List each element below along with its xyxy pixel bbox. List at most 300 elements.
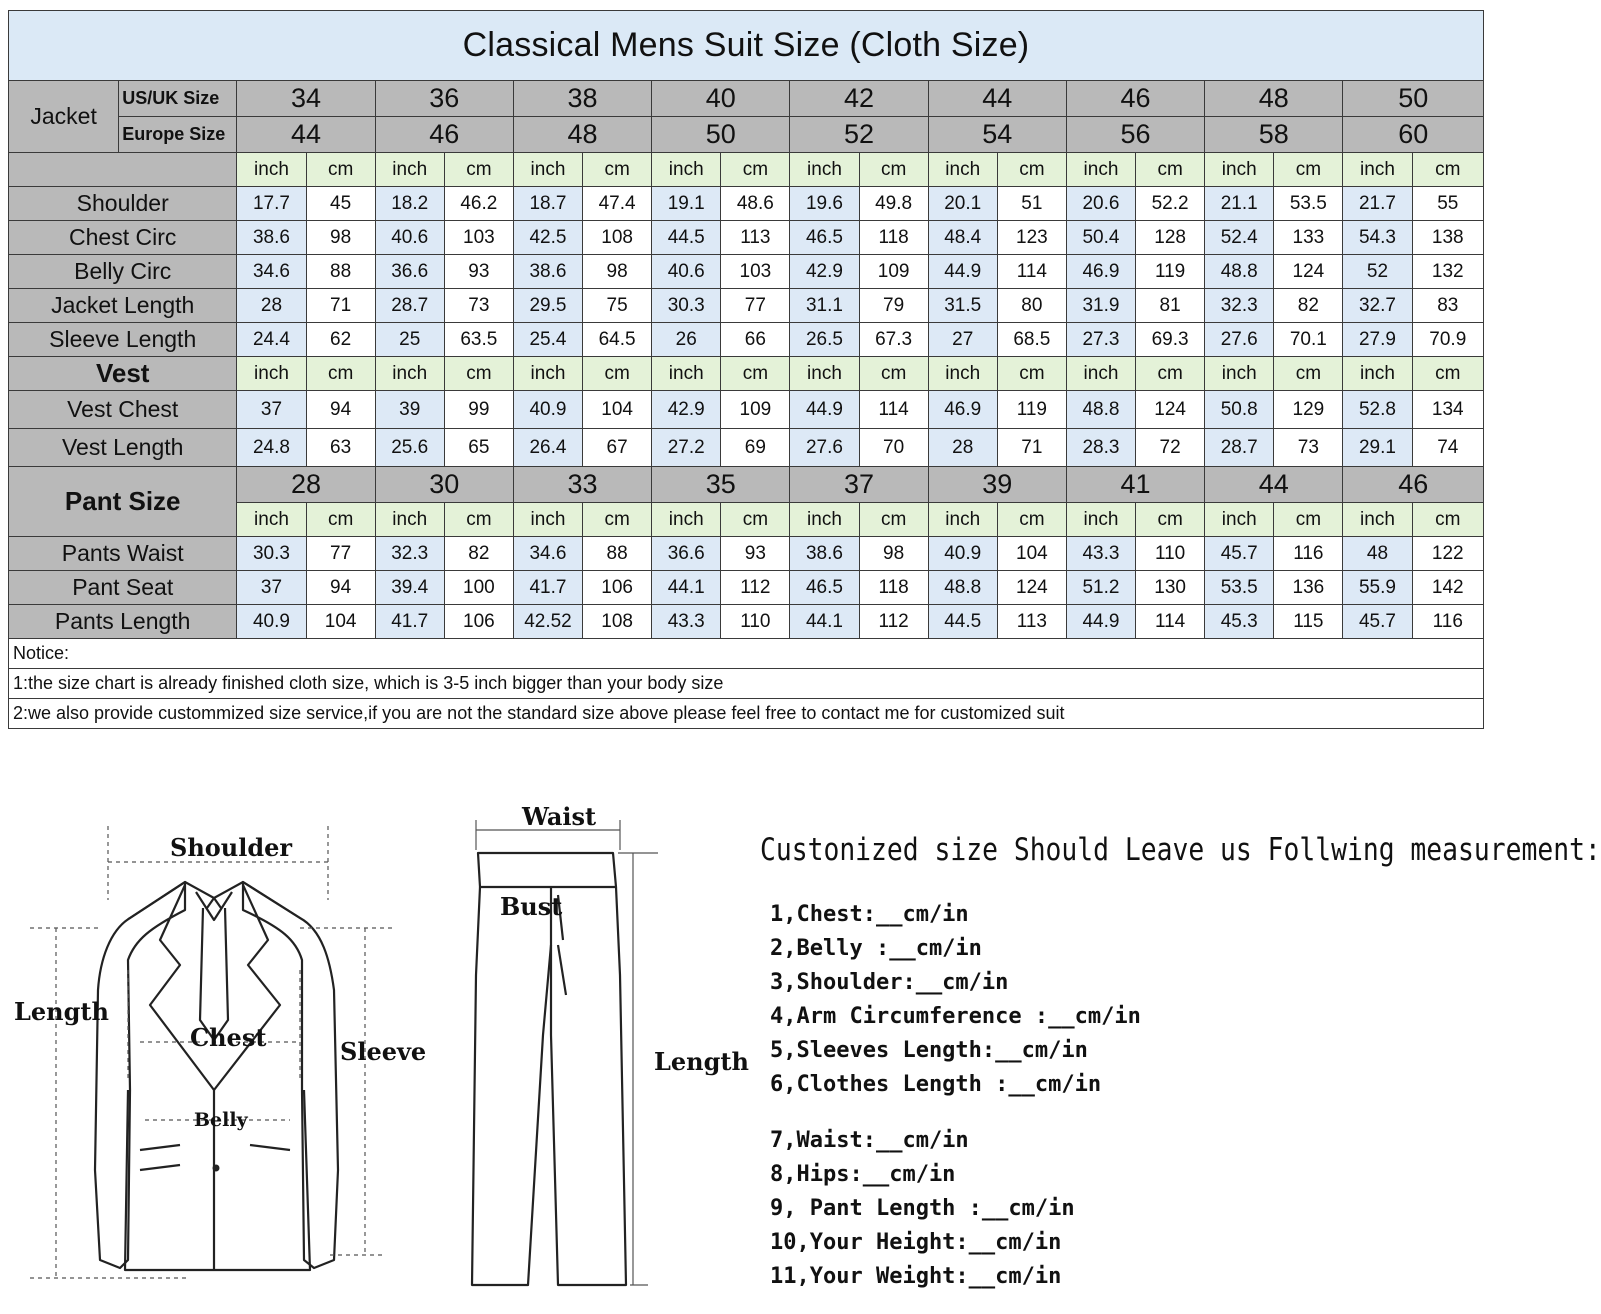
value-cell: 136	[1274, 571, 1343, 605]
value-cell: 39	[375, 391, 444, 429]
value-cell: 27.3	[1066, 323, 1135, 357]
measurement-item: 6,Clothes Length :__cm/in	[770, 1072, 1102, 1097]
value-cell: 69	[721, 429, 790, 467]
value-cell: 88	[306, 255, 375, 289]
value-cell: 42.9	[790, 255, 859, 289]
europe-size-label: Europe Size	[119, 117, 237, 153]
value-cell: 42.5	[513, 221, 582, 255]
value-cell: 124	[1136, 391, 1205, 429]
unit-inch-header: inch	[790, 153, 859, 187]
chart-title: Classical Mens Suit Size (Cloth Size)	[9, 11, 1484, 81]
jacket-section-label: Jacket	[9, 81, 119, 153]
value-cell: 138	[1412, 221, 1483, 255]
value-cell: 51.2	[1066, 571, 1135, 605]
measurement-item: 7,Waist:__cm/in	[770, 1128, 969, 1153]
unit-cm-header: cm	[583, 153, 652, 187]
value-cell: 69.3	[1136, 323, 1205, 357]
notice-line: Notice:	[9, 639, 1484, 669]
value-cell: 24.8	[237, 429, 306, 467]
measure-label: Pant Seat	[9, 571, 237, 605]
us-uk-size: 50	[1343, 81, 1484, 117]
value-cell: 52.4	[1205, 221, 1274, 255]
measure-label: Pants Length	[9, 605, 237, 639]
unit-inch-header: inch	[513, 503, 582, 537]
value-cell: 38.6	[513, 255, 582, 289]
value-cell: 42.52	[513, 605, 582, 639]
value-cell: 119	[997, 391, 1066, 429]
unit-inch-header: inch	[1205, 153, 1274, 187]
value-cell: 44.9	[1066, 605, 1135, 639]
unit-cm-header: cm	[583, 357, 652, 391]
value-cell: 45.3	[1205, 605, 1274, 639]
unit-inch-header: inch	[928, 357, 997, 391]
value-cell: 37	[237, 571, 306, 605]
unit-cm-header: cm	[583, 503, 652, 537]
us-uk-size: 38	[513, 81, 651, 117]
value-cell: 24.4	[237, 323, 306, 357]
value-cell: 119	[1136, 255, 1205, 289]
unit-cm-header: cm	[444, 503, 513, 537]
europe-size: 50	[652, 117, 790, 153]
value-cell: 128	[1136, 221, 1205, 255]
value-cell: 31.9	[1066, 289, 1135, 323]
measure-label: Shoulder	[9, 187, 237, 221]
pant-size: 33	[513, 467, 651, 503]
value-cell: 27.6	[1205, 323, 1274, 357]
measurement-item: 4,Arm Circumference :__cm/in	[770, 1004, 1141, 1029]
unit-cm-header: cm	[997, 357, 1066, 391]
value-cell: 28.7	[375, 289, 444, 323]
value-cell: 122	[1412, 537, 1483, 571]
value-cell: 103	[721, 255, 790, 289]
value-cell: 99	[444, 391, 513, 429]
value-cell: 104	[306, 605, 375, 639]
value-cell: 48	[1343, 537, 1412, 571]
jacket-diagram	[0, 790, 440, 1300]
measurement-list	[770, 902, 1141, 1298]
value-cell: 98	[306, 221, 375, 255]
measure-label: Vest Length	[9, 429, 237, 467]
value-cell: 67.3	[859, 323, 928, 357]
value-cell: 31.1	[790, 289, 859, 323]
value-cell: 38.6	[790, 537, 859, 571]
value-cell: 27.9	[1343, 323, 1412, 357]
europe-size: 54	[928, 117, 1066, 153]
value-cell: 44.9	[928, 255, 997, 289]
value-cell: 48.8	[1066, 391, 1135, 429]
measurement-heading: Custonized size Should Leave us Follwing measurement:	[760, 832, 1601, 868]
value-cell: 113	[997, 605, 1066, 639]
vest-section-label: Vest	[9, 357, 237, 391]
value-cell: 25.4	[513, 323, 582, 357]
value-cell: 77	[306, 537, 375, 571]
value-cell: 32.3	[1205, 289, 1274, 323]
value-cell: 45.7	[1343, 605, 1412, 639]
value-cell: 116	[1412, 605, 1483, 639]
value-cell: 104	[997, 537, 1066, 571]
value-cell: 52.8	[1343, 391, 1412, 429]
value-cell: 132	[1412, 255, 1483, 289]
waist-label: Waist	[522, 802, 597, 831]
value-cell: 93	[721, 537, 790, 571]
measurement-item: 9, Pant Length :__cm/in	[770, 1196, 1075, 1221]
unit-cm-header: cm	[997, 503, 1066, 537]
value-cell: 110	[1136, 537, 1205, 571]
value-cell: 129	[1274, 391, 1343, 429]
value-cell: 44.5	[652, 221, 721, 255]
pant-size: 28	[237, 467, 375, 503]
value-cell: 20.6	[1066, 187, 1135, 221]
value-cell: 98	[583, 255, 652, 289]
value-cell: 27.6	[790, 429, 859, 467]
value-cell: 110	[721, 605, 790, 639]
belly-label: Belly	[194, 1109, 248, 1131]
us-uk-size-label: US/UK Size	[119, 81, 237, 117]
value-cell: 114	[1136, 605, 1205, 639]
value-cell: 28.7	[1205, 429, 1274, 467]
value-cell: 142	[1412, 571, 1483, 605]
unit-inch-header: inch	[1066, 503, 1135, 537]
us-uk-size: 44	[928, 81, 1066, 117]
value-cell: 46.2	[444, 187, 513, 221]
value-cell: 112	[721, 571, 790, 605]
value-cell: 40.9	[237, 605, 306, 639]
value-cell: 40.9	[513, 391, 582, 429]
value-cell: 112	[859, 605, 928, 639]
unit-inch-header: inch	[375, 503, 444, 537]
value-cell: 114	[997, 255, 1066, 289]
value-cell: 31.5	[928, 289, 997, 323]
value-cell: 116	[1274, 537, 1343, 571]
value-cell: 130	[1136, 571, 1205, 605]
europe-size: 56	[1066, 117, 1204, 153]
unit-inch-header: inch	[1343, 357, 1412, 391]
value-cell: 53.5	[1205, 571, 1274, 605]
value-cell: 26	[652, 323, 721, 357]
value-cell: 83	[1412, 289, 1483, 323]
unit-inch-header: inch	[237, 503, 306, 537]
pant-section-label: Pant Size	[9, 467, 237, 537]
value-cell: 71	[997, 429, 1066, 467]
measure-label: Pants Waist	[9, 537, 237, 571]
unit-cm-header: cm	[1412, 153, 1483, 187]
europe-size: 52	[790, 117, 928, 153]
value-cell: 46.5	[790, 221, 859, 255]
value-cell: 27.2	[652, 429, 721, 467]
value-cell: 19.1	[652, 187, 721, 221]
value-cell: 26.4	[513, 429, 582, 467]
notice-line: 2:we also provide custommized size service,if you are not the standard size above please feel free to contact me for customized suit	[9, 699, 1484, 729]
value-cell: 71	[306, 289, 375, 323]
value-cell: 44.1	[790, 605, 859, 639]
unit-cm-header: cm	[1136, 153, 1205, 187]
value-cell: 50.8	[1205, 391, 1274, 429]
value-cell: 39.4	[375, 571, 444, 605]
value-cell: 106	[583, 571, 652, 605]
us-uk-size: 48	[1205, 81, 1343, 117]
value-cell: 34.6	[237, 255, 306, 289]
value-cell: 68.5	[997, 323, 1066, 357]
value-cell: 53.5	[1274, 187, 1343, 221]
measurement-item: 10,Your Height:__cm/in	[770, 1230, 1062, 1255]
pant-size: 39	[928, 467, 1066, 503]
value-cell: 25	[375, 323, 444, 357]
value-cell: 44.1	[652, 571, 721, 605]
pant-size: 35	[652, 467, 790, 503]
unit-inch-header: inch	[237, 357, 306, 391]
value-cell: 74	[1412, 429, 1483, 467]
value-cell: 70	[859, 429, 928, 467]
value-cell: 18.2	[375, 187, 444, 221]
value-cell: 41.7	[375, 605, 444, 639]
value-cell: 82	[444, 537, 513, 571]
value-cell: 81	[1136, 289, 1205, 323]
value-cell: 40.9	[928, 537, 997, 571]
value-cell: 72	[1136, 429, 1205, 467]
unit-inch-header: inch	[513, 357, 582, 391]
unit-inch-header: inch	[375, 357, 444, 391]
europe-size: 60	[1343, 117, 1484, 153]
value-cell: 100	[444, 571, 513, 605]
unit-inch-header: inch	[513, 153, 582, 187]
value-cell: 19.6	[790, 187, 859, 221]
value-cell: 25.6	[375, 429, 444, 467]
value-cell: 115	[1274, 605, 1343, 639]
unit-cm-header: cm	[306, 357, 375, 391]
value-cell: 109	[859, 255, 928, 289]
value-cell: 52.2	[1136, 187, 1205, 221]
us-uk-size: 34	[237, 81, 375, 117]
measure-label: Sleeve Length	[9, 323, 237, 357]
pant-size: 46	[1343, 467, 1484, 503]
unit-cm-header: cm	[444, 153, 513, 187]
value-cell: 36.6	[375, 255, 444, 289]
notice-line: 1:the size chart is already finished cloth size, which is 3-5 inch bigger than your body size	[9, 669, 1484, 699]
value-cell: 17.7	[237, 187, 306, 221]
value-cell: 64.5	[583, 323, 652, 357]
unit-inch-header: inch	[928, 503, 997, 537]
value-cell: 37	[237, 391, 306, 429]
bust-label: Bust	[500, 892, 563, 921]
value-cell: 82	[1274, 289, 1343, 323]
value-cell: 46.9	[928, 391, 997, 429]
unit-inch-header: inch	[790, 503, 859, 537]
measure-label: Vest Chest	[9, 391, 237, 429]
us-uk-size: 46	[1066, 81, 1204, 117]
value-cell: 118	[859, 571, 928, 605]
value-cell: 98	[859, 537, 928, 571]
value-cell: 36.6	[652, 537, 721, 571]
value-cell: 29.1	[1343, 429, 1412, 467]
value-cell: 26.5	[790, 323, 859, 357]
value-cell: 44.9	[790, 391, 859, 429]
value-cell: 46.9	[1066, 255, 1135, 289]
unit-cm-header: cm	[1274, 503, 1343, 537]
value-cell: 106	[444, 605, 513, 639]
length-label: Length	[14, 997, 109, 1026]
unit-inch-header: inch	[928, 153, 997, 187]
value-cell: 63	[306, 429, 375, 467]
pant-size: 30	[375, 467, 513, 503]
value-cell: 46.5	[790, 571, 859, 605]
unit-inch-header: inch	[1066, 357, 1135, 391]
value-cell: 124	[1274, 255, 1343, 289]
europe-size: 48	[513, 117, 651, 153]
value-cell: 65	[444, 429, 513, 467]
value-cell: 49.8	[859, 187, 928, 221]
value-cell: 77	[721, 289, 790, 323]
value-cell: 70.1	[1274, 323, 1343, 357]
value-cell: 94	[306, 571, 375, 605]
value-cell: 28	[928, 429, 997, 467]
value-cell: 73	[444, 289, 513, 323]
value-cell: 55	[1412, 187, 1483, 221]
value-cell: 30.3	[237, 537, 306, 571]
value-cell: 62	[306, 323, 375, 357]
value-cell: 79	[859, 289, 928, 323]
value-cell: 40.6	[652, 255, 721, 289]
value-cell: 114	[859, 391, 928, 429]
unit-cm-header: cm	[1274, 357, 1343, 391]
value-cell: 80	[997, 289, 1066, 323]
pants-diagram	[448, 795, 748, 1305]
us-uk-size: 36	[375, 81, 513, 117]
value-cell: 103	[444, 221, 513, 255]
value-cell: 45.7	[1205, 537, 1274, 571]
pant-size: 41	[1066, 467, 1204, 503]
unit-inch-header: inch	[375, 153, 444, 187]
value-cell: 54.3	[1343, 221, 1412, 255]
value-cell: 21.7	[1343, 187, 1412, 221]
pants-length-label: Length	[654, 1047, 749, 1076]
europe-size: 58	[1205, 117, 1343, 153]
value-cell: 124	[997, 571, 1066, 605]
value-cell: 32.3	[375, 537, 444, 571]
value-cell: 28	[237, 289, 306, 323]
pant-size: 44	[1205, 467, 1343, 503]
value-cell: 66	[721, 323, 790, 357]
unit-cm-header: cm	[1274, 153, 1343, 187]
value-cell: 133	[1274, 221, 1343, 255]
value-cell: 43.3	[1066, 537, 1135, 571]
unit-inch-header: inch	[237, 153, 306, 187]
unit-cm-header: cm	[721, 357, 790, 391]
value-cell: 93	[444, 255, 513, 289]
value-cell: 27	[928, 323, 997, 357]
value-cell: 47.4	[583, 187, 652, 221]
size-chart-table	[8, 10, 1484, 729]
unit-cm-header: cm	[1412, 357, 1483, 391]
measurement-item: 5,Sleeves Length:__cm/in	[770, 1038, 1088, 1063]
unit-inch-header: inch	[652, 153, 721, 187]
unit-row-label	[9, 153, 237, 187]
value-cell: 48.8	[928, 571, 997, 605]
us-uk-size: 40	[652, 81, 790, 117]
value-cell: 43.3	[652, 605, 721, 639]
value-cell: 123	[997, 221, 1066, 255]
measure-label: Jacket Length	[9, 289, 237, 323]
europe-size: 44	[237, 117, 375, 153]
measure-label: Chest Circ	[9, 221, 237, 255]
value-cell: 32.7	[1343, 289, 1412, 323]
sleeve-label: Sleeve	[340, 1037, 427, 1066]
value-cell: 108	[583, 221, 652, 255]
value-cell: 75	[583, 289, 652, 323]
measurement-item: 1,Chest:__cm/in	[770, 902, 969, 927]
us-uk-size: 42	[790, 81, 928, 117]
chest-label: Chest	[190, 1023, 267, 1052]
value-cell: 67	[583, 429, 652, 467]
unit-cm-header: cm	[859, 503, 928, 537]
unit-inch-header: inch	[1343, 503, 1412, 537]
measurement-item: 3,Shoulder:__cm/in	[770, 970, 1009, 995]
value-cell: 94	[306, 391, 375, 429]
value-cell: 55.9	[1343, 571, 1412, 605]
value-cell: 63.5	[444, 323, 513, 357]
unit-cm-header: cm	[721, 503, 790, 537]
measurement-item: 8,Hips:__cm/in	[770, 1162, 956, 1187]
value-cell: 108	[583, 605, 652, 639]
value-cell: 113	[721, 221, 790, 255]
measure-label: Belly Circ	[9, 255, 237, 289]
value-cell: 50.4	[1066, 221, 1135, 255]
unit-cm-header: cm	[997, 153, 1066, 187]
value-cell: 48.8	[1205, 255, 1274, 289]
unit-cm-header: cm	[1412, 503, 1483, 537]
value-cell: 29.5	[513, 289, 582, 323]
value-cell: 52	[1343, 255, 1412, 289]
value-cell: 21.1	[1205, 187, 1274, 221]
unit-inch-header: inch	[652, 503, 721, 537]
value-cell: 88	[583, 537, 652, 571]
unit-cm-header: cm	[1136, 503, 1205, 537]
value-cell: 20.1	[928, 187, 997, 221]
value-cell: 30.3	[652, 289, 721, 323]
pant-size: 37	[790, 467, 928, 503]
value-cell: 40.6	[375, 221, 444, 255]
value-cell: 104	[583, 391, 652, 429]
unit-inch-header: inch	[790, 357, 859, 391]
unit-cm-header: cm	[306, 503, 375, 537]
unit-inch-header: inch	[652, 357, 721, 391]
value-cell: 45	[306, 187, 375, 221]
value-cell: 51	[997, 187, 1066, 221]
unit-inch-header: inch	[1205, 357, 1274, 391]
unit-inch-header: inch	[1205, 503, 1274, 537]
value-cell: 73	[1274, 429, 1343, 467]
value-cell: 48.4	[928, 221, 997, 255]
value-cell: 48.6	[721, 187, 790, 221]
value-cell: 34.6	[513, 537, 582, 571]
value-cell: 70.9	[1412, 323, 1483, 357]
value-cell: 109	[721, 391, 790, 429]
unit-cm-header: cm	[1136, 357, 1205, 391]
value-cell: 28.3	[1066, 429, 1135, 467]
value-cell: 18.7	[513, 187, 582, 221]
unit-inch-header: inch	[1066, 153, 1135, 187]
unit-cm-header: cm	[859, 153, 928, 187]
unit-inch-header: inch	[1343, 153, 1412, 187]
europe-size: 46	[375, 117, 513, 153]
unit-cm-header: cm	[306, 153, 375, 187]
value-cell: 41.7	[513, 571, 582, 605]
value-cell: 118	[859, 221, 928, 255]
measurement-item: 2,Belly :__cm/in	[770, 936, 982, 961]
value-cell: 38.6	[237, 221, 306, 255]
shoulder-label: Shoulder	[170, 833, 293, 862]
value-cell: 42.9	[652, 391, 721, 429]
value-cell: 134	[1412, 391, 1483, 429]
